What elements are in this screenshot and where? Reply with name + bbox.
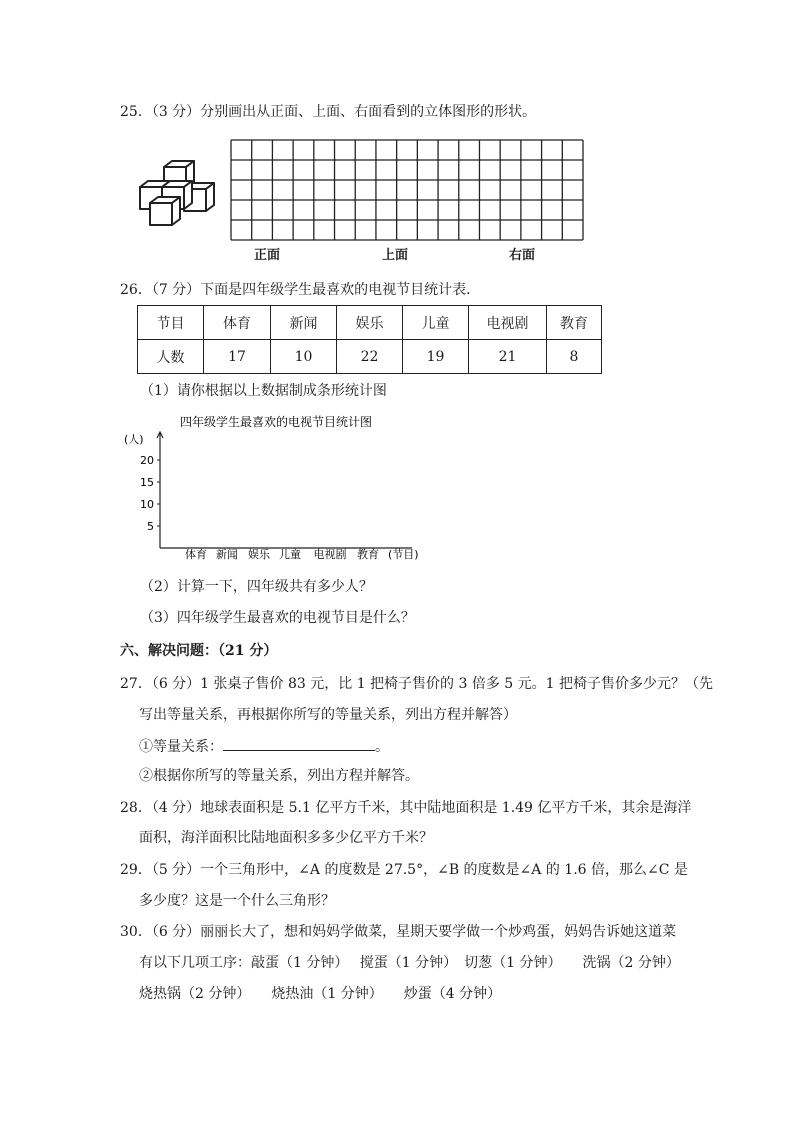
- q27-line1: 27．（6 分）1 张桌子售价 83 元，比 1 把椅子售价的 3 倍多 5 元。1 把椅子售价多少元？（先: [120, 676, 714, 692]
- x-tick-label: 新闻: [216, 548, 238, 561]
- table-cell: 新闻: [271, 306, 337, 340]
- x-tick-label: 体育: [185, 548, 207, 561]
- q27-item2: ②根据你所写的等量关系，列出方程并解答。: [139, 768, 419, 784]
- q30-line2: 有以下几项工序：敲蛋（1 分钟） 搅蛋（1 分钟） 切葱（1 分钟） 洗锅（2 分钟）: [139, 955, 680, 971]
- q26-sub1: （1）请你根据以上数据制成条形统计图: [140, 383, 387, 399]
- label-front: 正面: [254, 248, 281, 263]
- table-cell: 22: [337, 340, 403, 374]
- q30-line3: 烧热锅（2 分钟） 烧热油（1 分钟） 炒蛋（4 分钟）: [139, 986, 502, 1002]
- label-right: 右面: [509, 248, 536, 263]
- x-tick-label: 儿童: [279, 548, 301, 561]
- q27-item1-end: 。: [375, 739, 389, 755]
- y-tick-label: 10: [140, 498, 154, 511]
- x-tick-label: 教育: [357, 548, 379, 561]
- q27-line2: 写出等量关系，再根据你所写的等量关系，列出方程并解答）: [139, 707, 517, 723]
- q26-sub3: （3）四年级学生最喜欢的电视节目是什么？: [140, 610, 415, 626]
- q28-line2: 面积，海洋面积比陆地面积多多少亿平方千米？: [139, 830, 433, 846]
- q26-sub2: （2）计算一下，四年级共有多少人？: [140, 579, 373, 595]
- y-axis-label: (人): [124, 433, 144, 446]
- label-top: 上面: [382, 248, 409, 263]
- chart-title: 四年级学生最喜欢的电视节目统计图: [180, 415, 373, 429]
- q29-line2: 多少度？这是一个什么三角形？: [139, 893, 335, 909]
- table-row: [138, 340, 602, 374]
- table-cell: 娱乐: [337, 306, 403, 340]
- table-cell: 10: [271, 340, 337, 374]
- x-axis-label: (节目): [388, 548, 419, 561]
- section-heading: 六、解决问题：（21 分）: [120, 643, 278, 659]
- table-cell: 教育: [547, 306, 602, 340]
- q26-text: 26．（7 分）下面是四年级学生最喜欢的电视节目统计表．: [120, 282, 481, 298]
- tv-program-table: [137, 305, 602, 374]
- q25-text: 25．（3 分）分别画出从正面、上面、右面看到的立体图形的形状。: [120, 104, 537, 120]
- table-cell: 8: [547, 340, 602, 374]
- table-cell: 17: [204, 340, 271, 374]
- y-tick-label: 15: [140, 476, 154, 489]
- drawing-grid[interactable]: [229, 138, 585, 242]
- y-tick-label: 20: [140, 454, 154, 467]
- table-cell: 人数: [138, 340, 204, 374]
- q27-item1: [139, 736, 389, 757]
- answer-blank[interactable]: [223, 736, 375, 751]
- q29-line1: 29．（5 分）一个三角形中，∠A 的度数是 27.5°，∠B 的度数是∠A 的 1.6 倍，那么∠C 是: [120, 862, 688, 878]
- table-cell: 19: [403, 340, 469, 374]
- bar-chart[interactable]: [120, 410, 430, 565]
- table-row: [138, 306, 602, 340]
- q27-item1-label: ①等量关系：: [139, 739, 223, 755]
- x-tick-label: 电视剧: [313, 548, 347, 561]
- table-cell: 儿童: [403, 306, 469, 340]
- table-cell: 电视剧: [469, 306, 547, 340]
- q28-line1: 28．（4 分）地球表面积是 5.1 亿平方千米，其中陆地面积是 1.49 亿平方千米，其余是海洋: [120, 800, 692, 816]
- y-tick-label: 5: [147, 520, 154, 533]
- cube-stack-figure: [136, 157, 222, 233]
- table-cell: 21: [469, 340, 547, 374]
- table-cell: 节目: [138, 306, 204, 340]
- q30-line1: 30．（6 分）丽丽长大了，想和妈妈学做菜，星期天要学做一个炒鸡蛋，妈妈告诉她这道菜: [120, 924, 677, 940]
- table-cell: 体育: [204, 306, 271, 340]
- x-tick-label: 娱乐: [248, 548, 270, 561]
